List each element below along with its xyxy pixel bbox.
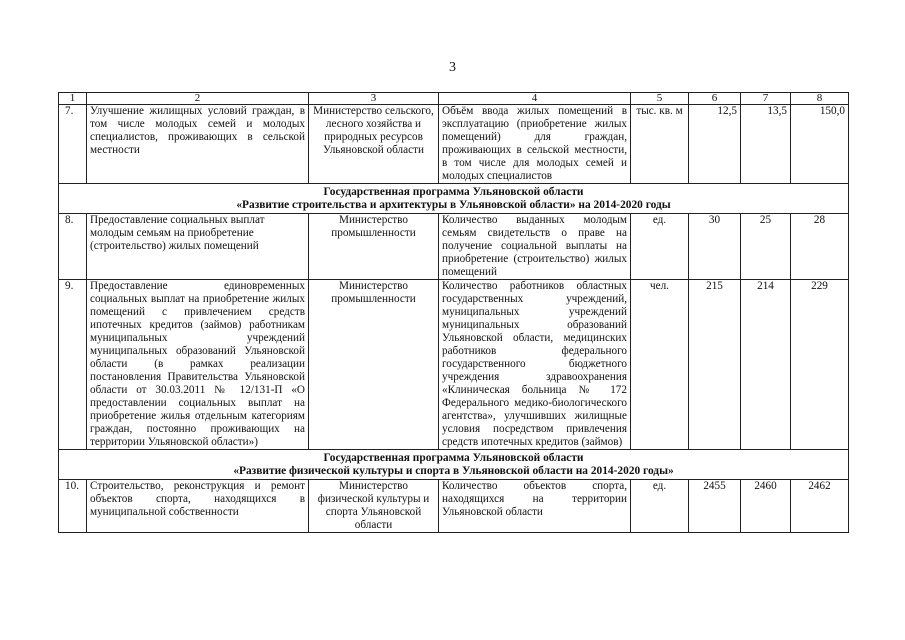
indicators-table — [58, 92, 849, 533]
value-cell: 25 — [741, 214, 791, 280]
program-row — [59, 450, 849, 480]
indicator-cell: Количество работников областных государственных учреждений, муниципальных учреждений муниципальных образований Ульяновской области, медицинских работников федерального государственного бюджетного учреждения здравоохранения «Клиническая больница № 172 Федерального медико-биологического агентства», улучшивших жилищные условия посредством привлечения средств ипотечных кредитов (займов) — [439, 280, 631, 450]
value-cell: 229 — [791, 280, 849, 450]
unit-cell: ед. — [631, 480, 689, 533]
header-cell: 5 — [631, 93, 689, 105]
program-heading — [59, 184, 849, 214]
value-cell: 30 — [689, 214, 741, 280]
header-row — [59, 93, 849, 105]
executor-cell: Министерство промышленности — [309, 214, 439, 280]
header-cell: 1 — [59, 93, 87, 105]
header-cell: 3 — [309, 93, 439, 105]
activity-cell: Предоставление социальных выплат молодым семьям на приобретение (строительство) жилых помещений — [87, 214, 309, 280]
indicator-cell: Количество объектов спорта, находящихся на территории Ульяновской области — [439, 480, 631, 533]
value-cell: 28 — [791, 214, 849, 280]
activity-cell: Улучшение жилищных условий граждан, в том числе молодых семей и молодых специалистов, проживающих в сельской местности — [87, 105, 309, 184]
value-cell: 150,0 — [791, 105, 849, 184]
executor-cell: Министерство физической культуры и спорта Ульяновской области — [309, 480, 439, 533]
program-row — [59, 184, 849, 214]
table-row — [59, 105, 849, 184]
row-number: 9. — [59, 280, 87, 450]
program-title-line2: «Развитие строительства и архитектуры в Ульяновской области» на 2014-2020 годы — [236, 199, 671, 211]
header-cell: 8 — [791, 93, 849, 105]
program-title-line1: Государственная программа Ульяновской области — [323, 452, 584, 464]
value-cell: 2455 — [689, 480, 741, 533]
indicator-cell: Количество выданных молодым семьям свидетельств о праве на получение социальной выплаты на приобретение (строительство) жилых помещений — [439, 214, 631, 280]
table-row — [59, 280, 849, 450]
header-cell: 7 — [741, 93, 791, 105]
value-cell: 12,5 — [689, 105, 741, 184]
row-number: 10. — [59, 480, 87, 533]
page-number: 3 — [449, 60, 456, 75]
program-title-line2: «Развитие физической культуры и спорта в Ульяновской области на 2014-2020 годы» — [233, 465, 674, 477]
header-cell: 2 — [87, 93, 309, 105]
value-cell: 2462 — [791, 480, 849, 533]
program-title-line1: Государственная программа Ульяновской области — [323, 186, 584, 198]
header-cell: 4 — [439, 93, 631, 105]
unit-cell: чел. — [631, 280, 689, 450]
indicator-cell: Объём ввода жилых помещений в эксплуатацию (приобретение жилых помещений) для граждан, проживающих в сельской местности, в том числе для молодых семей и молодых специалистов — [439, 105, 631, 184]
executor-cell: Министерство сельского, лесного хозяйства и природных ресурсов Ульяновской области — [309, 105, 439, 184]
header-cell: 6 — [689, 93, 741, 105]
value-cell: 13,5 — [741, 105, 791, 184]
row-number: 7. — [59, 105, 87, 184]
program-heading — [59, 450, 849, 480]
row-number: 8. — [59, 214, 87, 280]
activity-cell: Предоставление единовременных социальных выплат на приобретение жилых помещений с привлечением средств ипотечных кредитов (займов) работникам муниципальных учреждений муниципальных образований Ульяновской области (в рамках реализации постановления Правительства Ульяновской области от 30.03.2011 № 12/131-П «О предоставлении социальных выплат на приобретение жилья отдельным категориям граждан, постоянно проживающих на территории Ульяновской области») — [87, 280, 309, 450]
unit-cell: тыс. кв. м — [631, 105, 689, 184]
executor-cell: Министерство промышленности — [309, 280, 439, 450]
unit-cell: ед. — [631, 214, 689, 280]
table-row — [59, 480, 849, 533]
activity-cell: Строительство, реконструкция и ремонт объектов спорта, находящихся в муниципальной собственности — [87, 480, 309, 533]
value-cell: 214 — [741, 280, 791, 450]
table-row — [59, 214, 849, 280]
value-cell: 215 — [689, 280, 741, 450]
value-cell: 2460 — [741, 480, 791, 533]
